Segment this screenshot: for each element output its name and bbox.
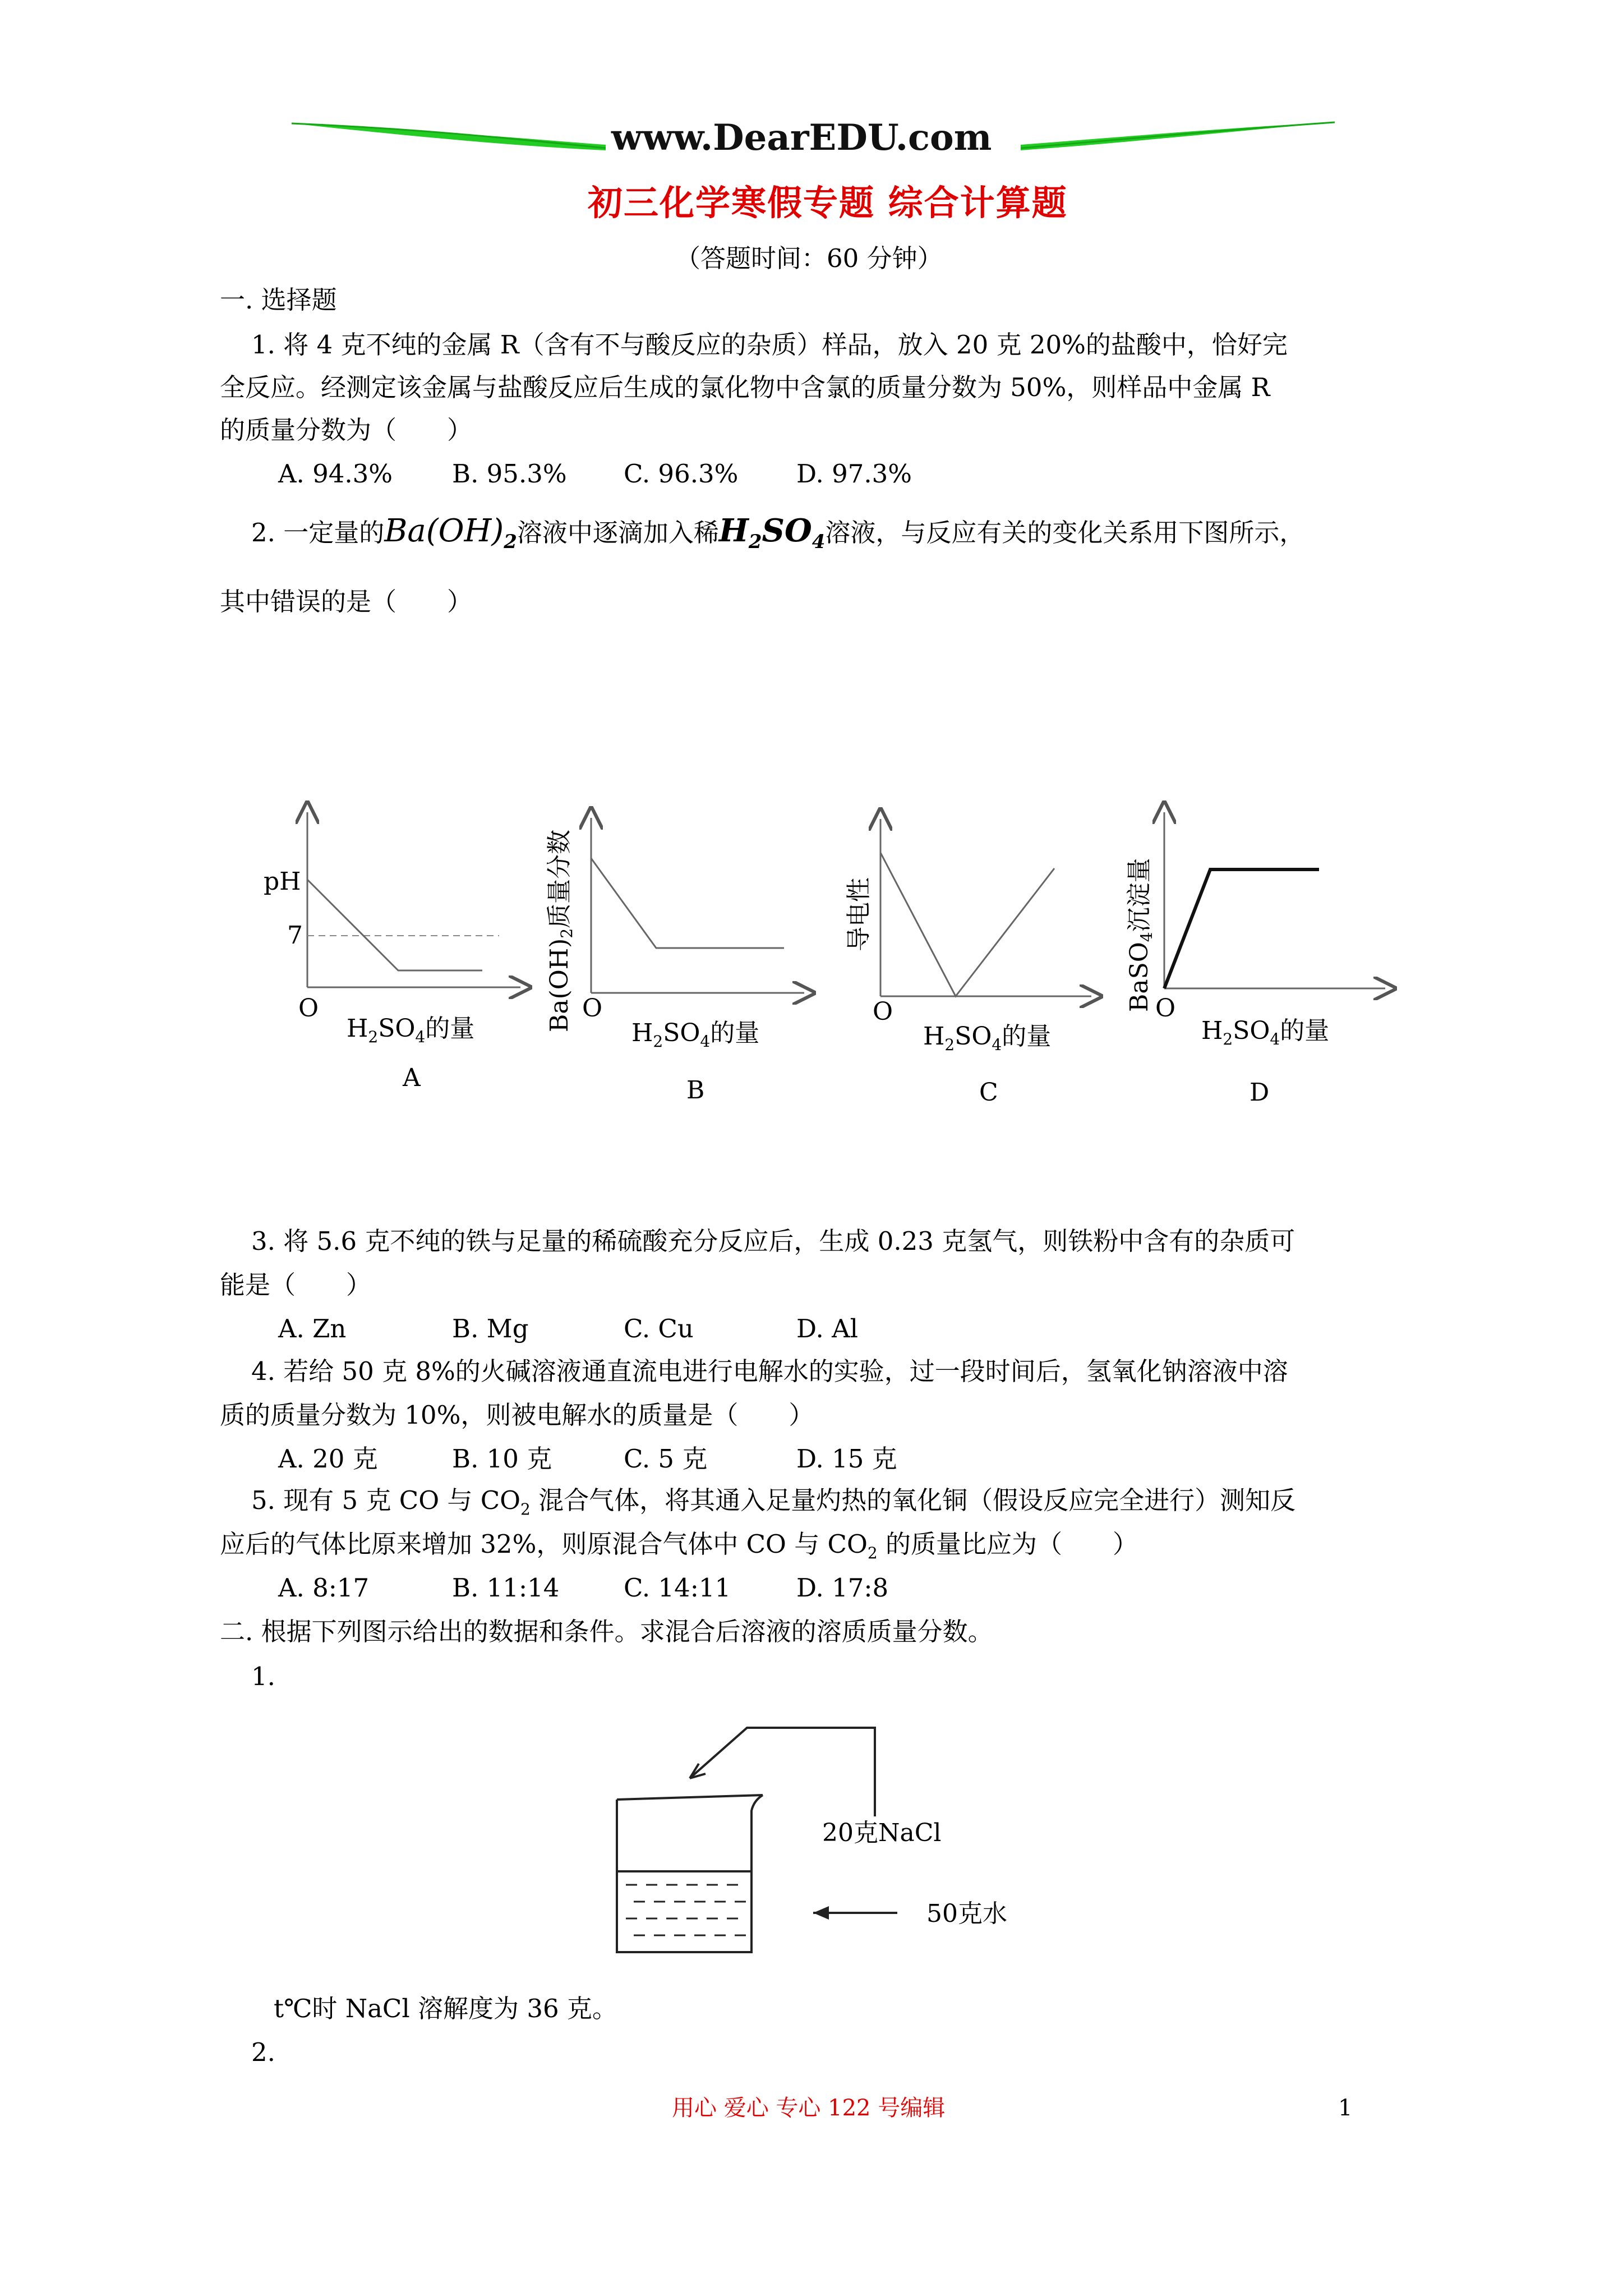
q1-option-c: C. 96.3%	[624, 459, 739, 489]
graph-c-ylabel: 导电性	[845, 877, 873, 951]
graph-c-xlabel: $H_2SO_4$的量	[923, 1022, 1052, 1054]
graph-a-origin: O	[298, 994, 319, 1023]
liquid-dashes	[626, 1885, 746, 1935]
graph-d	[1125, 812, 1385, 1107]
footer-text: 用心 爱心 专心 122 号编辑	[672, 2095, 946, 2121]
formula-h2so4: $H_2SO_4$	[718, 512, 826, 554]
section2-item-1: 1.	[251, 1662, 275, 1691]
q4-option-c: C. 5 克	[624, 1444, 708, 1474]
header-banner	[292, 112, 1335, 163]
q5-line2: 应后的气体比原来增加 32%，则原混合气体中 CO 与 $CO_2$ 的质量比应为（ ）	[220, 1529, 1138, 1562]
q2-line2: 其中错误的是（ ）	[220, 587, 473, 616]
q5-option-b: B. 11:14	[452, 1573, 560, 1603]
q5-option-d: D. 17:8	[796, 1573, 889, 1603]
q5-option-c: C. 14:11	[624, 1573, 731, 1603]
graph-d-ylabel: BaSO4沉淀量	[1125, 858, 1156, 1012]
graph-b-ylabel: Ba(OH)2质量分数	[545, 829, 576, 1032]
section2-item-2: 2.	[251, 2037, 275, 2067]
salt-arrow	[690, 1728, 875, 1816]
q2-middle: 溶液中逐滴加入稀	[517, 518, 719, 547]
graph-a	[264, 812, 520, 1092]
q2-suffix: 溶液，与反应有关的变化关系用下图所示，	[825, 518, 1305, 547]
graph-d-letter: D	[1249, 1078, 1270, 1107]
water-arrow-head	[813, 1906, 829, 1920]
graph-a-xlabel: $H_2SO_4$的量	[347, 1014, 475, 1046]
graph-d-origin: O	[1155, 994, 1176, 1023]
graph-a-letter: A	[403, 1064, 421, 1092]
graph-b-letter: B	[686, 1076, 705, 1105]
water-label: 50克水	[926, 1899, 1007, 1928]
q3-line2: 能是（ ）	[220, 1270, 372, 1300]
beaker-outline	[617, 1795, 763, 1952]
solubility-note: t℃时 NaCl 溶解度为 36 克。	[274, 1994, 617, 2023]
site-name: www.DearEDU.com	[611, 117, 992, 159]
q4-line2: 质的质量分数为 10%，则被电解水的质量是（ ）	[220, 1400, 814, 1430]
section-heading-choice: 一. 选择题	[220, 285, 337, 315]
graph-a-ylabel: pH	[264, 867, 301, 896]
q3-option-a: A. Zn	[278, 1314, 347, 1343]
q1-option-b: B. 95.3%	[452, 459, 567, 489]
q5-option-a: A. 8:17	[278, 1573, 370, 1603]
graph-b-curve	[591, 858, 784, 948]
page-number: 1	[1338, 2095, 1353, 2121]
q3-option-c: C. Cu	[624, 1314, 694, 1343]
q1-line3: 的质量分数为（ ）	[220, 415, 473, 445]
q2-prefix: 2. 一定量的	[251, 518, 385, 547]
graph-b-origin: O	[582, 994, 603, 1023]
answer-time: （答题时间：60 分钟）	[675, 243, 943, 273]
salt-label: 20克NaCl	[822, 1819, 942, 1847]
graph-a-curve	[307, 880, 482, 970]
q3-option-b: B. Mg	[452, 1314, 529, 1343]
document-title: 初三化学寒假专题 综合计算题	[588, 182, 1068, 223]
graph-c-origin: O	[873, 997, 893, 1026]
graph-c	[845, 819, 1091, 1107]
q1-line1: 1. 将 4 克不纯的金属 R（含有不与酸反应的杂质）样品，放入 20 克 20%的盐酸中，恰好完	[251, 330, 1288, 360]
section-heading-calculation: 二. 根据下列图示给出的数据和条件。求混合后溶液的溶质质量分数。	[220, 1617, 993, 1646]
q1-option-d: D. 97.3%	[796, 459, 912, 489]
beaker-rim	[617, 1795, 763, 1800]
graph-a-tick-7: 7	[287, 921, 303, 950]
graph-d-curve	[1164, 869, 1319, 988]
graph-b-xlabel: $H_2SO_4$的量	[631, 1019, 760, 1051]
q4-option-d: D. 15 克	[796, 1444, 897, 1474]
q1-line2: 全反应。经测定该金属与盐酸反应后生成的氯化物中含氯的质量分数为 50%，则样品中金属 R	[220, 372, 1270, 402]
q3-option-d: D. Al	[796, 1314, 858, 1343]
graph-b	[545, 818, 804, 1105]
q2-line1	[251, 512, 1305, 554]
q4-option-a: A. 20 克	[278, 1444, 378, 1474]
graph-c-curve	[880, 853, 1054, 996]
q1-option-a: A. 94.3%	[278, 459, 393, 489]
graph-c-letter: C	[979, 1078, 998, 1107]
reaction-graphs	[0, 785, 1623, 1133]
beaker-diagram	[606, 1717, 1007, 1975]
formula-baoh2: $Ba(OH)_2$	[384, 513, 517, 554]
q3-line1: 3. 将 5.6 克不纯的铁与足量的稀硫酸充分反应后，生成 0.23 克氢气，则铁粉中含有的杂质可	[251, 1226, 1295, 1256]
q4-option-b: B. 10 克	[452, 1444, 552, 1474]
q4-line1: 4. 若给 50 克 8%的火碱溶液通直流电进行电解水的实验，过一段时间后，氢氧化钠溶液中溶	[251, 1356, 1288, 1386]
graph-d-xlabel: $H_2SO_4$的量	[1201, 1016, 1330, 1048]
q5-line1: 5. 现有 5 克 CO 与 $CO_2$ 混合气体，将其通入足量灼热的氧化铜（假设反应完全进行）测知反	[251, 1485, 1296, 1519]
